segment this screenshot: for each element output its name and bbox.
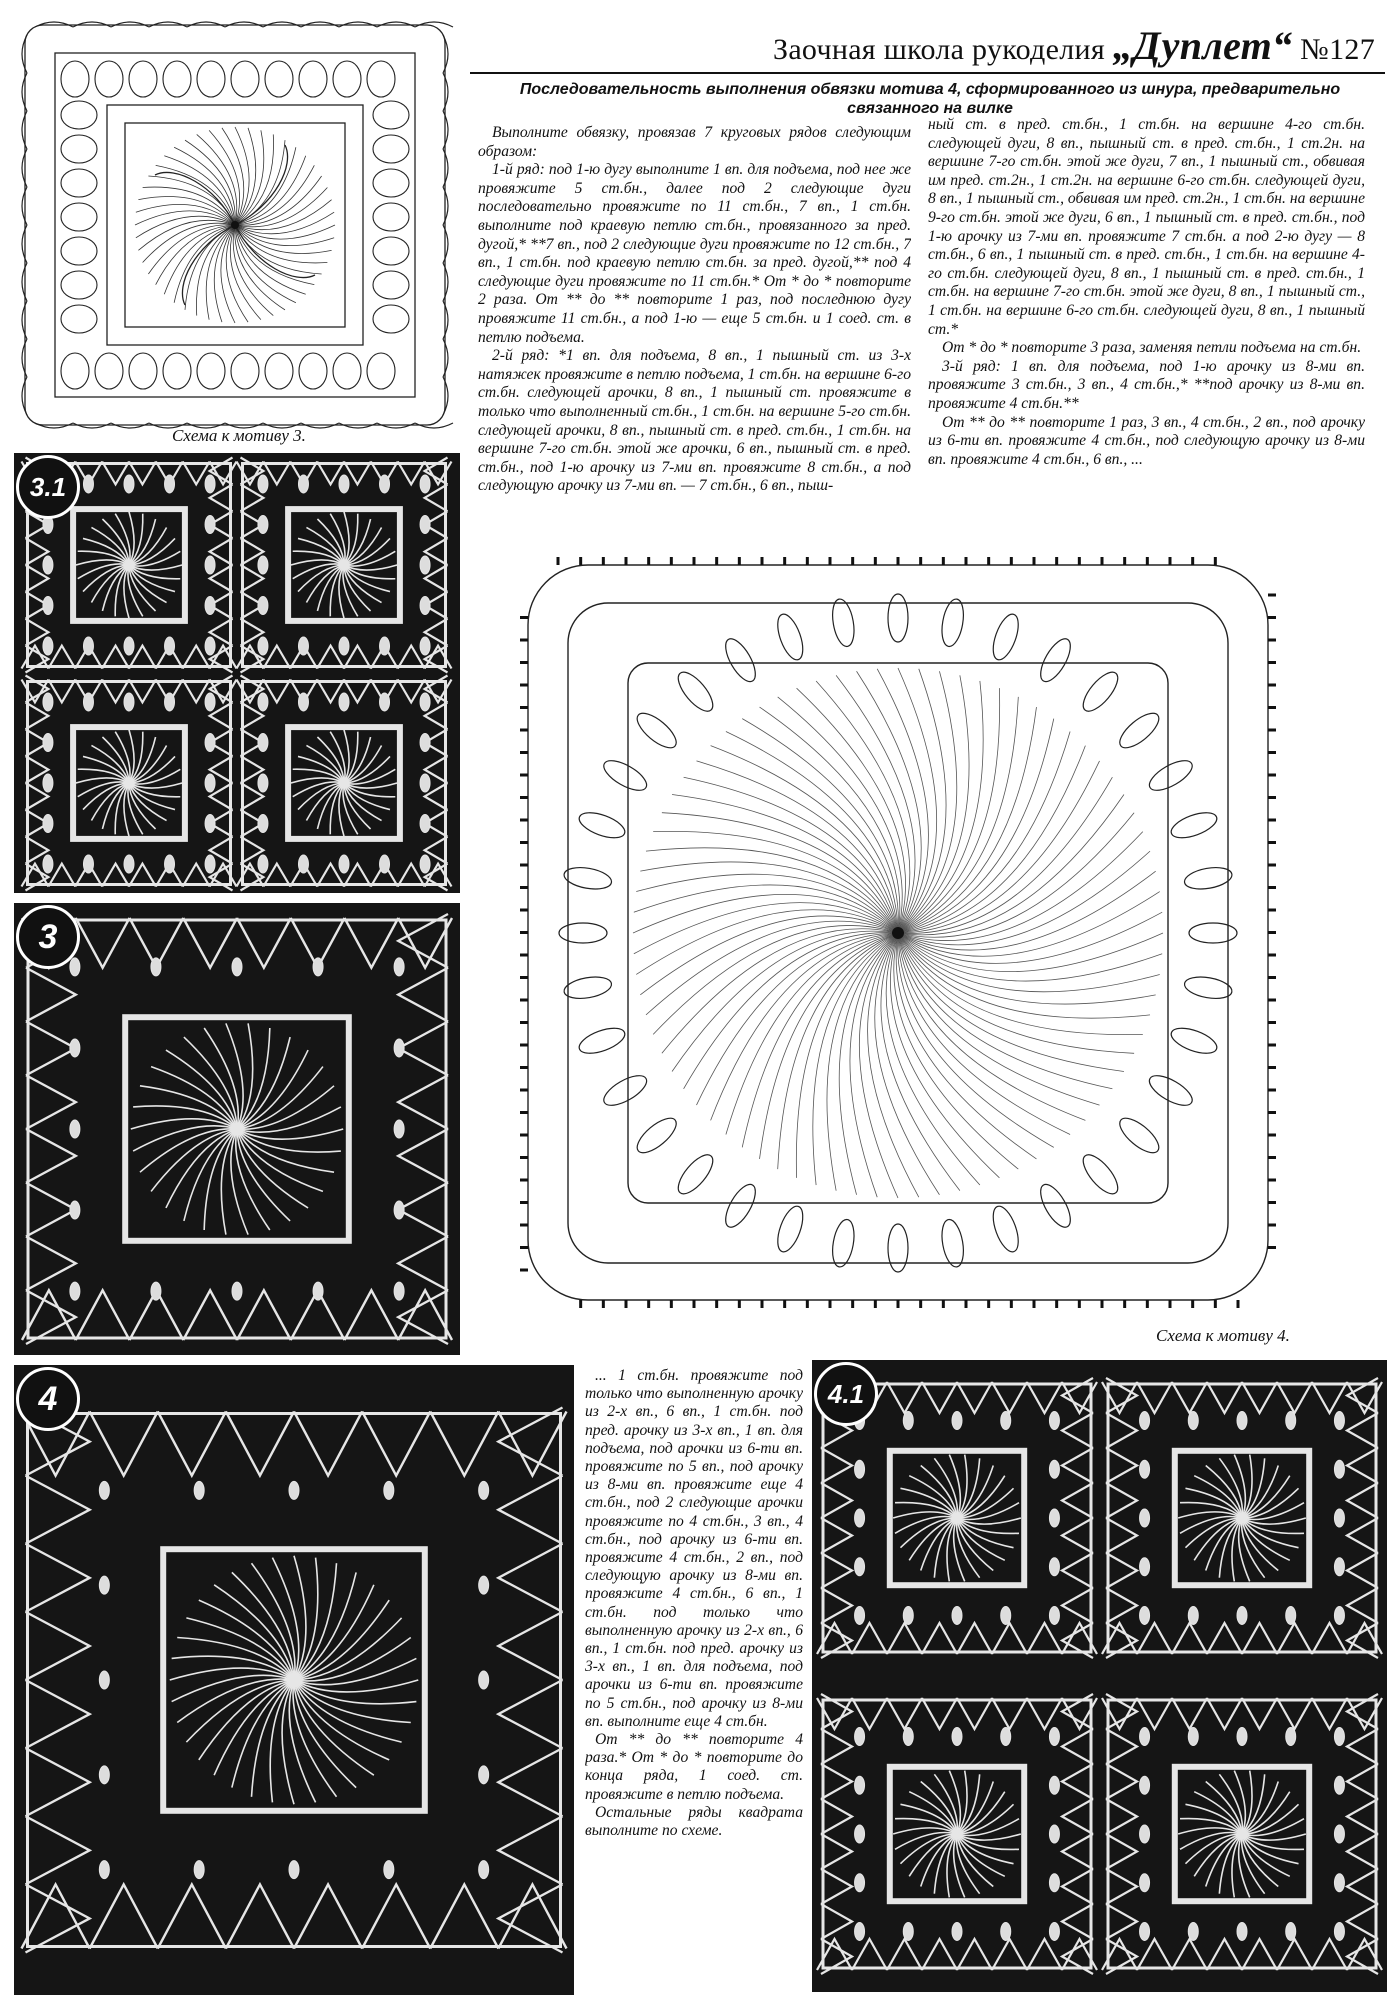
row-3-repeat-paragraph: От ** до ** повторите 1 раз, 3 вп., 4 ст.бн., 2 вп., под арочку из 6-ти вп. провяжите 4 ст.бн., под следующую арочку из 8-ми вп. провяжите 4 ст.бн., 6 вп., ...	[928, 413, 1365, 468]
continuation-paragraph: ный ст. в пред. ст.бн., 1 ст.бн. на вершине 4-го ст.бн. следующей дуги, 8 вп., пышный ст. в пред. ст.бн., 1 ст.2н. на вершине 7-го ст.бн. этой же дуги, 7 вп., 1 пышный ст., обвивая им пред. ст.2н., 1 ст.2н. на вершине 6-го ст.бн. следующей дуги, 8 вп., 1 пышный ст., обвивая им пред. ст.2н., 1 ст.бн. на вершине 9-го ст.бн. этой же дуги, 6 вп., 1 пышный ст. в пред. ст.бн., под 1-ю арочку из 7-ми вп. провяжите 7 ст.бн. а под 2-ю дугу — 8 ст.бн., 6 вп., 1 пышный ст. в пред. ст.бн., 1 ст.бн. на вершине 4-го ст.бн. следующей дуги, 8 вп., 1 пышный ст. в пред. ст.бн., 1 ст.бн. на вершине 7-го ст.бн. этой же дуги, 8 вп., 1 пышный ст., 1 ст.бн. на вершине 6-го ст.бн. следующей дуги, 8 вп., 1 пышный ст.*	[928, 116, 1365, 338]
schema-motif-4	[498, 535, 1298, 1330]
repeat-paragraph: От * до * повторите 3 раза, заменяя петли подъема на ст.бн.	[942, 339, 1362, 357]
schema-3-caption: Схема к мотиву 3.	[172, 426, 306, 445]
article-title: Последовательность выполнения обвязки мотива 4, сформированного из шнура, предварительно связанного на вилке	[519, 81, 1341, 117]
schema-4-caption: Схема к мотиву 4.	[1156, 1326, 1290, 1345]
photo-badge-3-1: 3.1	[16, 455, 80, 519]
photo-motif-3	[14, 903, 460, 1355]
schema-motif-3	[15, 15, 455, 435]
text-column-right	[928, 116, 1365, 540]
bottom-repeat-paragraph: От ** до ** повторите 4 раза.* От * до * повторите до конца ряда, 1 соед. ст. провяжите в петлю подъема.	[585, 1731, 803, 1803]
bottom-closing-paragraph: Остальные ряды квадрата выполните по схеме.	[585, 1803, 803, 1840]
header-title	[773, 22, 1375, 69]
row-2-paragraph: 2-й ряд: *1 вп. для подъема, 8 вп., 1 пышный ст. из 3-х натяжек провяжите в петлю подъема, 1 ст.бн. на вершине 6-го ст.бн. следующей арочки, 8 вп., 1 пышный ст. провяжите в только что выполненный ст.бн., 1 ст.бн. на вершине 5-го ст.бн. следующей арочки, 8 вп., пышный ст. в пред. ст.бн., 1 ст.бн. на вершине 7-го ст.бн. этой же арочки, 6 вп., пышный ст. в пред. ст.бн., под 1-ю арочку из 7-ми вп. провяжите 8 ст.бн., а под следующую арочку из 7-ми вп. — 7 ст.бн., 6 вп., пыш-	[478, 347, 911, 495]
bottom-continuation-paragraph: ... 1 ст.бн. провяжите под только что выполненную арочку из 2-х вп., 6 вп., 1 ст.бн. под пред. арочку из 3-х вп., 1 вп. для подъема, под арочки из 6-ти вп. провяжите по 5 вп., под арочку из 8-ми вп. провяжите еще 4 ст.бн., под 2 следующие арочки провяжите по 4 ст.бн., 3 вп., 4 ст.бн., под арочку из 6-ти вп. провяжите 4 ст.бн., 2 вп., под следующую арочку из 8-ми вп. провяжите 4 ст.бн., 6 вп., 1 ст.бн. под только что выполненную арочку из 2-х вп., 6 вп., 1 ст.бн. под пред. арочку из 3-х вп., 1 вп. для подъема, под арочки из 6-ти вп. провяжите по 5 ст.бн., под арочку из 8-ми вп. выполните еще 4 ст.бн.	[585, 1367, 803, 1730]
schema-4-diagram	[498, 535, 1298, 1330]
photo-motif-4-1	[812, 1360, 1387, 1992]
schema-3-diagram	[15, 15, 455, 435]
issue-number: №127	[1300, 33, 1375, 66]
page-header	[470, 14, 1385, 74]
text-column-left	[478, 124, 911, 540]
lace-photo-3	[14, 903, 460, 1355]
row-3-paragraph: 3-й ряд: 1 вп. для подъема, под 1-ю арочку из 8-ми вп. провяжите 3 ст.бн., 3 вп., 4 ст.бн.,* **под арочку из 8-ми вп. провяжите 4 ст.бн.**	[928, 357, 1365, 412]
header-prefix: Заочная школа рукоделия	[772, 33, 1105, 66]
magazine-brand: „Дуплет“	[1112, 23, 1293, 68]
photo-badge-3: 3	[16, 905, 80, 969]
photo-motif-3-1	[14, 453, 460, 893]
lace-photo-3-1	[14, 453, 460, 893]
lace-photo-4	[14, 1365, 574, 1995]
lace-photo-4-1	[812, 1360, 1387, 1992]
photo-badge-4: 4	[16, 1367, 80, 1431]
intro-paragraph: Выполните обвязку, провязав 7 круговых рядов следующим образом:	[478, 124, 911, 160]
photo-badge-4-1: 4.1	[814, 1362, 878, 1426]
photo-motif-4	[14, 1365, 574, 1995]
row-1-paragraph: 1-й ряд: под 1-ю дугу выполните 1 вп. для подъема, под нее же провяжите 5 ст.бн., далее под 2 следующие дуги последовательно провяжите по 11 ст.бн., 7 вп., 1 ст.бн. выполните под краевую петлю ст.бн., провязанного за пред. дугой,* **7 вп., под 2 следующие дуги провяжите по 12 ст.бн., 7 вп., 1 ст.бн. под краевую петлю ст.бн. за пред. дугой,** под 4 следующие дуги провяжите по 11 ст.бн.* От * до * повторите 2 раза. От ** до ** повторите 1 раз, под последнюю дугу провяжите 11 ст.бн., а под 1-ю — еще 5 ст.бн. и 1 соед. ст. в петлю подъема.	[478, 161, 911, 346]
text-column-bottom	[585, 1367, 803, 1992]
